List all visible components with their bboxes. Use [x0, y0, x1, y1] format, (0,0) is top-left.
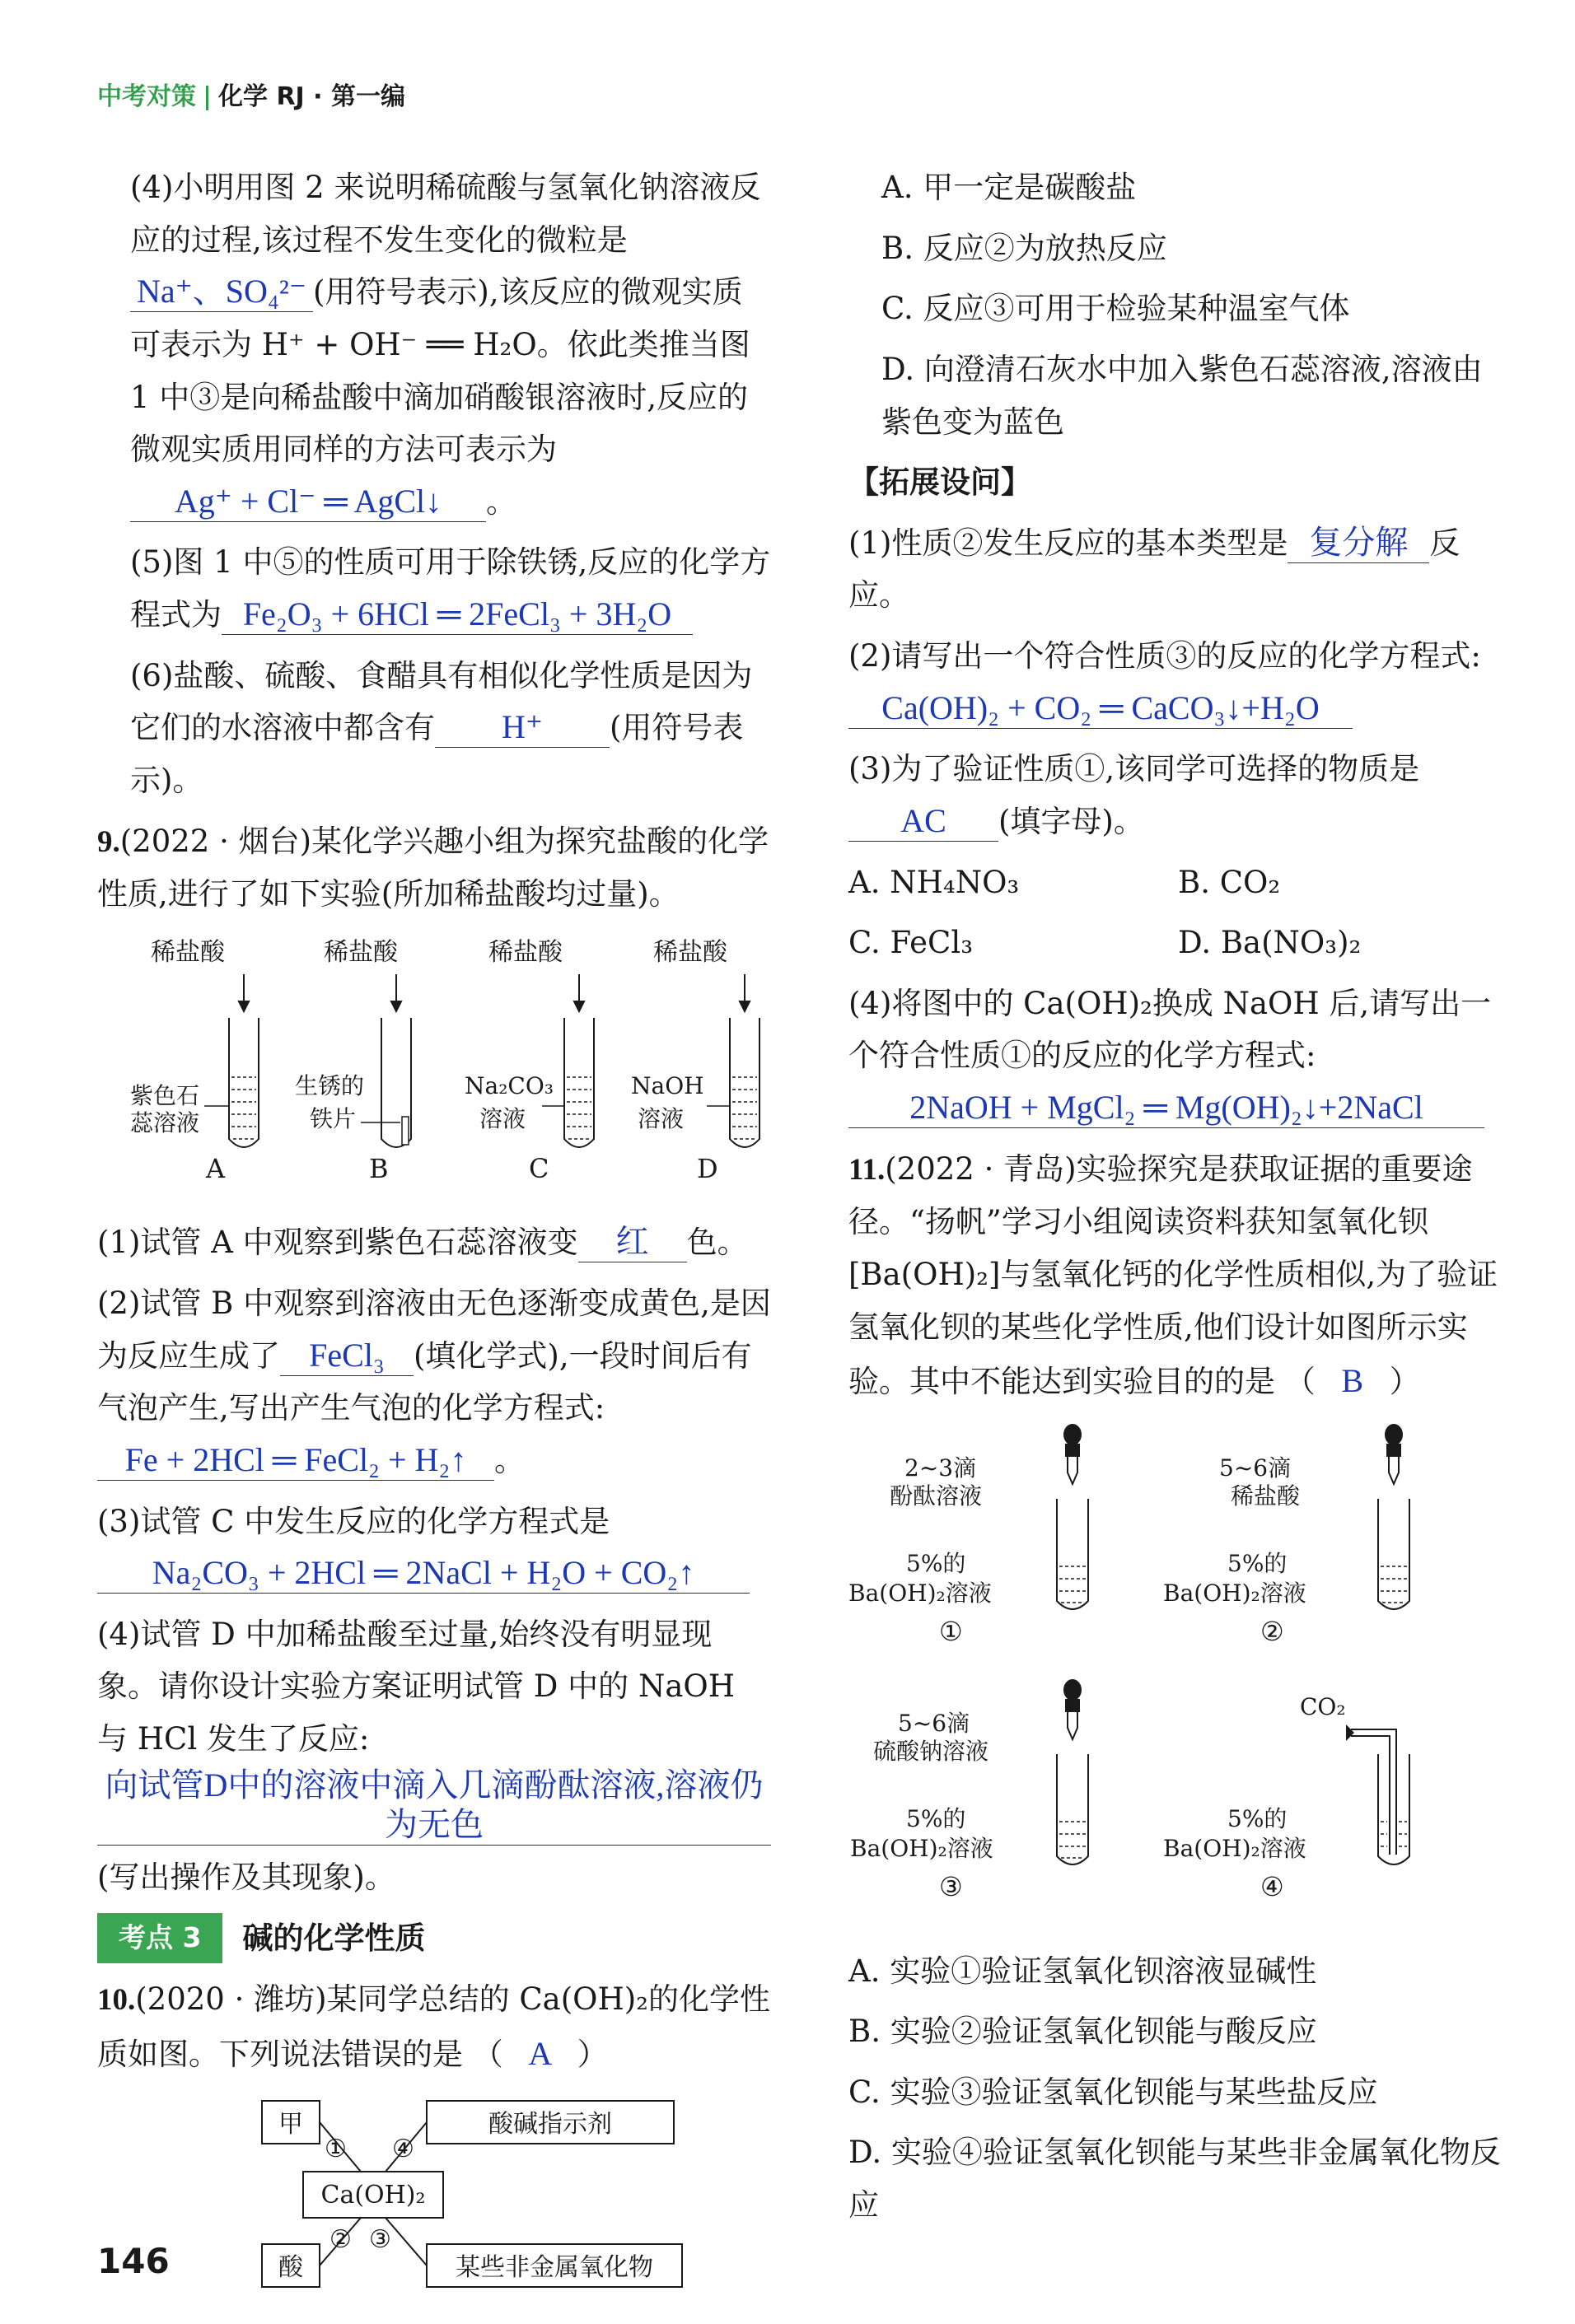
svg-text:Ba(OH)₂溶液: Ba(OH)₂溶液: [1163, 1579, 1306, 1607]
q10-option-b: B. 反应②为放热反应: [881, 230, 1167, 266]
q9-part4: (4)试管 D 中加稀盐酸至过量,始终没有明显现象。请你设计实验方案证明试管 D 中的 NaOH 与 HCl 发生了反应:向试管D中的溶液中滴入几滴酚酞溶液,溶液仍为无色 (写出操作及其现象)。: [97, 1608, 771, 1904]
answer-blank: FeCl₃: [280, 1336, 414, 1376]
answer-blank: 2NaOH + MgCl₂ ═ Mg(OH)₂↓+2NaCl: [848, 1088, 1484, 1128]
tube-2: [1378, 1499, 1409, 1609]
rusty-iron-piece: [402, 1117, 409, 1145]
ca-oh2-properties-diagram: [97, 2091, 771, 2289]
svg-text:蕊溶液: 蕊溶液: [130, 1108, 200, 1136]
test-tube-d: [730, 1018, 759, 1147]
svg-text:④: ④: [392, 2134, 414, 2163]
svg-text:溶液: 溶液: [638, 1104, 685, 1132]
acid-label-b: 稀盐酸: [324, 937, 398, 967]
ext-part4: (4)将图中的 Ca(OH)₂换成 NaOH 后,请写出一个符合性质①的反应的化学方程式:2NaOH + MgCl₂ ═ Mg(OH)₂↓+2NaCl: [848, 978, 1507, 1135]
tube-3: [1057, 1754, 1088, 1864]
q9-part2: (2)试管 B 中观察到溶液由无色逐渐变成黄色,是因为反应生成了 FeCl₃ (填化学式),一段时间后有气泡产生,写出产生气泡的化学方程式:Fe + 2HCl ═ FeCl₂ + H₂↑ 。: [97, 1277, 771, 1487]
svg-text:铁片: 铁片: [310, 1104, 357, 1132]
svg-text:甲: 甲: [278, 2109, 303, 2139]
question-number: 11.: [848, 1152, 886, 1187]
svg-text:溶液: 溶液: [479, 1104, 526, 1132]
q10-option-c: C. 反应③可用于检验某种温室气体: [881, 291, 1350, 327]
tube-c-letter: C: [529, 1152, 549, 1184]
svg-text:①: ①: [325, 2134, 347, 2163]
q11-option-c: C. 实验③验证氢氧化钡能与某些盐反应: [848, 2074, 1378, 2110]
header-subject: 化学 RJ · 第一编: [218, 82, 405, 111]
tube-c-label: Na₂CO₃: [465, 1071, 554, 1099]
answer-blank: H⁺: [435, 707, 610, 748]
tube-a-letter: A: [206, 1152, 226, 1184]
svg-text:③: ③: [369, 2224, 391, 2254]
ext-part1: (1)性质②发生反应的基本类型是 复分解 反应。: [848, 523, 1460, 614]
q11-option-d: D. 实验④验证氢氧化钡能与某些非金属氧化物反应: [848, 2135, 1501, 2224]
q8-part6: (6)盐酸、硫酸、食醋具有相似化学性质是因为它们的水溶液中都含有 H⁺ (用符号表示)。: [130, 657, 753, 798]
q8-part5: (5)图 1 中⑤的性质可用于除铁锈,反应的化学方程式为 Fe₂O₃ + 6HCl ═ 2FeCl₃ + 3H₂O: [97, 536, 771, 641]
question-11: 11.(2022 · 青岛)实验探究是获取证据的重要途径。“扬帆”学习小组阅读资料获知氢氧化钡[Ba(OH)₂]与氢氧化钙的化学性质相似,为了验证氢氧化钡的某些化学性质,他们设计如图所示实验。其中不能达到实验目的的是 （ B ）: [848, 1143, 1507, 1410]
answer-blank: AC: [848, 801, 998, 842]
q8-part4: (4)小明用图 2 来说明稀硫酸与氢氧化钠溶液反应的过程,该过程不发生变化的微粒是 Na⁺、SO₄²⁻ (用符号表示),该反应的微观实质可表示为 H⁺ + OH⁻ ══ H₂O。依此类推当图 1 中③是向稀盐酸中滴加硝酸银溶液时,反应的微观实质用同样的方法可表示为 Ag⁺ + Cl⁻ ═ AgCl↓ 。: [97, 161, 771, 528]
svg-text:稀盐酸: 稀盐酸: [1231, 1482, 1301, 1510]
left-column: [97, 161, 771, 2305]
question-number: 9.: [97, 824, 120, 859]
svg-text:5%的: 5%的: [906, 1549, 966, 1577]
svg-text:④: ④: [1260, 1870, 1284, 1902]
page-header: [97, 76, 405, 119]
tube-d-letter: D: [697, 1152, 718, 1184]
svg-text:②: ②: [1260, 1615, 1284, 1647]
extension-heading: 【拓展设问】: [848, 464, 1031, 501]
svg-text:Ba(OH)₂溶液: Ba(OH)₂溶液: [848, 1579, 992, 1607]
ext-part3: (3)为了验证性质①,该同学可选择的物质是AC (填字母)。: [848, 743, 1507, 847]
svg-text:5%的: 5%的: [1227, 1804, 1288, 1832]
tube-a-label: 紫色石: [130, 1081, 200, 1109]
section-title: 碱的化学性质: [242, 1920, 426, 1956]
answer-choice: B: [1341, 1362, 1364, 1400]
answer-choice: A: [528, 2035, 553, 2073]
tube-1: [1057, 1499, 1088, 1609]
option-b: B. CO₂: [1178, 864, 1281, 900]
answer-blank: Ag⁺ + Cl⁻ ═ AgCl↓: [130, 482, 486, 522]
tube-b-label: 生锈的: [295, 1071, 365, 1099]
q9-part3: (3)试管 C 中发生反应的化学方程式是Na₂CO₃ + 2HCl ═ 2NaCl + H₂O + CO₂↑: [97, 1496, 771, 1600]
q10-option-a: A. 甲一定是碳酸盐: [881, 170, 1137, 205]
svg-text:③: ③: [939, 1870, 963, 1902]
tube-b-letter: B: [369, 1152, 389, 1184]
option-c: C. FeCl₃: [848, 925, 974, 961]
test-tube-c: [564, 1018, 594, 1147]
svg-text:①: ①: [939, 1615, 963, 1647]
svg-text:Ba(OH)₂溶液: Ba(OH)₂溶液: [1163, 1834, 1306, 1862]
answer-blank: Ca(OH)₂ + CO₂ ═ CaCO₃↓+H₂O: [848, 688, 1353, 729]
acid-label-d: 稀盐酸: [653, 937, 727, 967]
question-9: 9.(2022 · 烟台)某化学兴趣小组为探究盐酸的化学性质,进行了如下实验(所加稀盐酸均过量)。: [97, 823, 769, 912]
ext-part2: (2)请写出一个符合性质③的反应的化学方程式:Ca(OH)₂ + CO₂ ═ CaCO₃↓+H₂O: [848, 630, 1507, 735]
q9-part1: (1)试管 A 中观察到紫色石蕊溶液变 红 色。: [97, 1216, 771, 1269]
q9-test-tube-figure: [97, 929, 771, 1201]
right-column: [848, 161, 1507, 2240]
q10-option-d: D. 向澄清石灰水中加入紫色石蕊溶液,溶液由紫色变为蓝色: [881, 351, 1483, 440]
svg-text:5~6滴: 5~6滴: [1219, 1454, 1292, 1482]
svg-text:酸: 酸: [278, 2252, 303, 2282]
svg-text:5%的: 5%的: [906, 1804, 966, 1832]
answer-blank: Fe₂O₃ + 6HCl ═ 2FeCl₃ + 3H₂O: [222, 595, 693, 635]
tube-4: [1378, 1754, 1409, 1864]
answer-blank: 复分解: [1288, 523, 1429, 563]
answer-blank: Fe + 2HCl ═ FeCl₂ + H₂↑: [97, 1440, 494, 1481]
section-tag: 考点 3: [97, 1913, 222, 1963]
page-number: 146: [97, 2241, 170, 2281]
header-brand: 中考对策: [97, 82, 196, 111]
svg-text:5%的: 5%的: [1227, 1549, 1288, 1577]
svg-text:硫酸钠溶液: 硫酸钠溶液: [873, 1737, 989, 1765]
option-a: A. NH₄NO₃: [848, 864, 1020, 900]
svg-text:②: ②: [329, 2224, 352, 2254]
svg-text:5~6滴: 5~6滴: [898, 1709, 970, 1737]
test-tube-a: [229, 1018, 259, 1147]
section-heading: [97, 1912, 771, 1965]
svg-text:CO₂: CO₂: [1300, 1692, 1346, 1720]
svg-text:酚酞溶液: 酚酞溶液: [890, 1482, 983, 1510]
svg-text:酸碱指示剂: 酸碱指示剂: [488, 2109, 612, 2139]
option-d: D. Ba(NO₃)₂: [1178, 925, 1362, 961]
ext-part3-options-row2: [848, 917, 1507, 969]
acid-label-a: 稀盐酸: [151, 937, 225, 967]
svg-text:Ba(OH)₂溶液: Ba(OH)₂溶液: [850, 1834, 993, 1862]
svg-text:2~3滴: 2~3滴: [904, 1454, 977, 1482]
question-number: 10.: [97, 1982, 136, 2017]
acid-label-c: 稀盐酸: [488, 937, 563, 967]
answer-blank: 红: [578, 1222, 687, 1262]
q11-option-a: A. 实验①验证氢氧化钡溶液显碱性: [848, 1953, 1317, 1989]
answer-blank: Na⁺、SO₄²⁻: [130, 272, 313, 312]
question-10: 10.(2020 · 潍坊)某同学总结的 Ca(OH)₂的化学性质如图。下列说法错误的是 （ A ）: [97, 1973, 771, 2083]
ext-part3-options-row1: [848, 856, 1507, 909]
q11-option-b: B. 实验②验证氢氧化钡能与酸反应: [848, 2014, 1317, 2050]
svg-text:Ca(OH)₂: Ca(OH)₂: [320, 2180, 426, 2210]
answer-blank: 向试管D中的溶液中滴入几滴酚酞溶液,溶液仍为无色: [97, 1766, 771, 1846]
header-divider: [206, 86, 208, 110]
tube-d-label: NaOH: [631, 1071, 704, 1099]
svg-text:某些非金属氧化物: 某些非金属氧化物: [456, 2252, 653, 2282]
q11-experiment-figure: [848, 1418, 1507, 1929]
answer-blank: Na₂CO₃ + 2HCl ═ 2NaCl + H₂O + CO₂↑: [97, 1553, 750, 1594]
